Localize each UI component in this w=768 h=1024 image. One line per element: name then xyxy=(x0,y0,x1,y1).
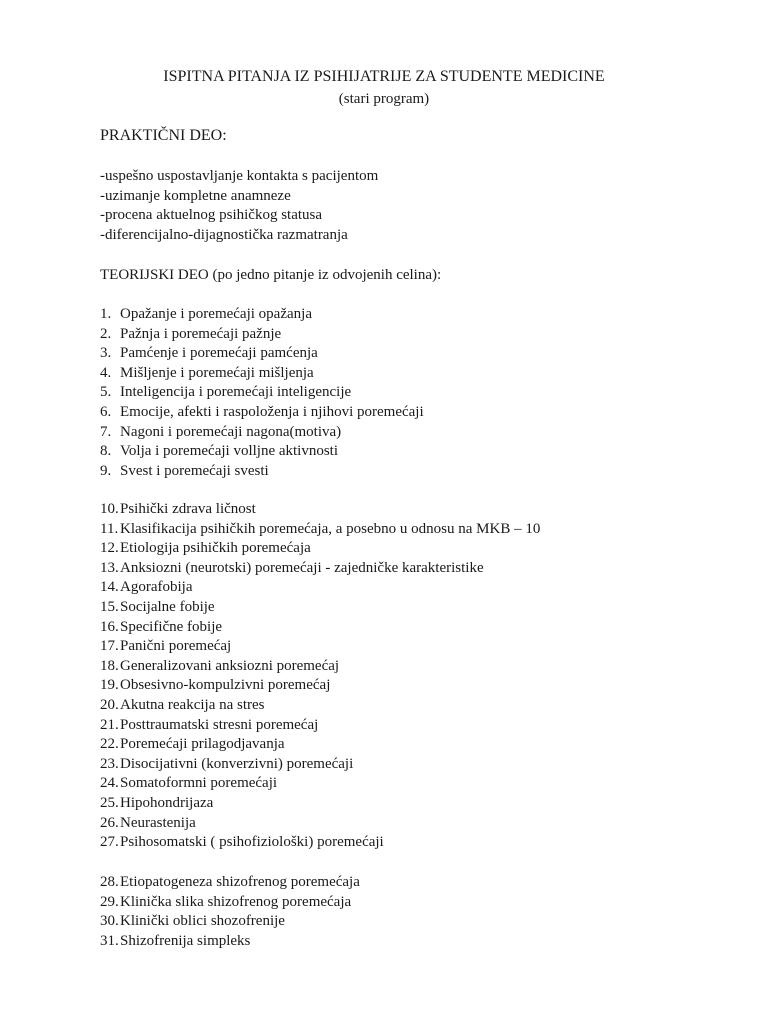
theory-heading: TEORIJSKI DEO (po jedno pitanje iz odvojenih celina): xyxy=(100,267,442,283)
item-number: 17. xyxy=(100,638,119,655)
theory-group-1 xyxy=(100,305,424,481)
item-text: Shizofrenija simpleks xyxy=(120,932,251,949)
list-item xyxy=(100,637,540,657)
item-text: Hipohondrijaza xyxy=(120,794,214,811)
list-item xyxy=(100,774,540,794)
list-item xyxy=(100,559,540,579)
list-item xyxy=(100,912,360,932)
list-item xyxy=(100,520,540,540)
item-text: Anksiozni (neurotski) poremećaji - zajedničke karakteristike xyxy=(120,559,484,576)
item-text: Klinički oblici shozofrenije xyxy=(120,913,285,930)
list-item xyxy=(100,735,540,755)
item-text: Poremećaji prilagodjavanja xyxy=(120,736,285,753)
practical-item: -procena aktuelnog psihičkog statusa xyxy=(100,207,323,224)
item-number: 11. xyxy=(100,520,119,537)
list-item xyxy=(100,833,540,853)
list-item xyxy=(100,364,424,384)
list-item xyxy=(100,716,540,736)
list-item xyxy=(100,383,424,403)
list-item xyxy=(100,462,424,482)
item-number: 6. xyxy=(100,403,112,420)
item-number: 26. xyxy=(100,814,119,831)
list-item xyxy=(100,539,540,559)
item-text: Panični poremećaj xyxy=(120,638,232,655)
practical-item: -diferencijalno-dijagnostička razmatranja xyxy=(100,226,348,243)
list-item xyxy=(100,305,424,325)
list-item xyxy=(100,676,540,696)
item-text: Neurastenija xyxy=(120,814,196,831)
list-item xyxy=(100,657,540,677)
item-number: 15. xyxy=(100,598,119,615)
item-number: 27. xyxy=(100,834,119,851)
item-number: 19. xyxy=(100,677,119,694)
list-item xyxy=(100,696,540,716)
item-text: Socijalne fobije xyxy=(120,598,215,615)
list-item xyxy=(100,578,540,598)
theory-group-2 xyxy=(100,500,540,853)
item-number: 31. xyxy=(100,932,119,949)
item-text: Inteligencija i poremećaji inteligencije xyxy=(120,384,352,401)
item-text: Pamćenje i poremećaji pamćenja xyxy=(120,345,318,362)
list-item xyxy=(100,873,360,893)
list-item xyxy=(100,932,360,952)
item-text: Mišljenje i poremećaji mišljenja xyxy=(120,364,314,381)
item-number: 12. xyxy=(100,540,119,557)
item-text: Etiopatogeneza shizofrenog poremećaja xyxy=(120,874,360,890)
item-text: Opažanje i poremećaji opažanja xyxy=(120,306,312,322)
item-text: Obsesivno-kompulzivni poremećaj xyxy=(120,677,331,694)
item-number: 9. xyxy=(100,462,112,479)
list-item xyxy=(100,423,424,443)
item-number: 5. xyxy=(100,384,112,401)
list-item xyxy=(100,814,540,834)
list-item xyxy=(100,344,424,364)
item-text: Generalizovani anksiozni poremećaj xyxy=(120,657,340,674)
item-number: 25. xyxy=(100,794,119,811)
item-number: 7. xyxy=(100,423,112,440)
item-number: 24. xyxy=(100,775,119,792)
item-text: Disocijativni (konverzivni) poremećaji xyxy=(120,755,354,772)
item-number: 23. xyxy=(100,755,119,772)
list-item xyxy=(100,618,540,638)
item-number: 30. xyxy=(100,913,119,930)
document-title: ISPITNA PITANJA IZ PSIHIJATRIJE ZA STUDENTE MEDICINE xyxy=(163,68,605,85)
list-item xyxy=(100,598,540,618)
list-item xyxy=(100,442,424,462)
item-text: Akutna reakcija na stres xyxy=(120,696,265,713)
item-text: Somatoformni poremećaji xyxy=(120,775,278,792)
item-text: Nagoni i poremećaji nagona(motiva) xyxy=(120,423,342,440)
item-text: Emocije, afekti i raspoloženja i njihovi poremećaji xyxy=(120,403,424,420)
item-text: Agorafobija xyxy=(120,579,193,596)
item-number: 28. xyxy=(100,874,119,890)
item-text: Volja i poremećaji volljne aktivnosti xyxy=(120,443,339,460)
list-item xyxy=(100,403,424,423)
practical-heading: PRAKTIČNI DEO: xyxy=(100,127,227,144)
practical-list xyxy=(100,167,378,245)
list-item xyxy=(100,500,540,520)
item-number: 18. xyxy=(100,657,119,674)
item-text: Specifične fobije xyxy=(120,618,223,635)
item-number: 8. xyxy=(100,443,112,460)
list-item xyxy=(100,325,424,345)
list-item xyxy=(100,893,360,913)
item-number: 10. xyxy=(100,501,119,517)
item-text: Etiologija psihičkih poremećaja xyxy=(120,540,311,557)
item-number: 1. xyxy=(100,306,112,322)
item-number: 21. xyxy=(100,716,119,733)
list-item xyxy=(100,794,540,814)
item-text: Klinička slika shizofrenog poremećaja xyxy=(120,893,352,910)
item-text: Psihički zdrava ličnost xyxy=(120,501,256,517)
item-number: 4. xyxy=(100,364,112,381)
item-number: 13. xyxy=(100,559,119,576)
document-subtitle: (stari program) xyxy=(338,91,430,107)
item-number: 16. xyxy=(100,618,119,635)
theory-group-3 xyxy=(100,873,360,951)
item-number: 22. xyxy=(100,736,119,753)
item-text: Klasifikacija psihičkih poremećaja, a posebno u odnosu na MKB – 10 xyxy=(120,520,541,537)
practical-item: -uzimanje kompletne anamneze xyxy=(100,187,291,204)
item-number: 2. xyxy=(100,325,112,342)
list-item xyxy=(100,755,540,775)
item-text: Posttraumatski stresni poremećaj xyxy=(120,716,319,733)
item-number: 3. xyxy=(100,345,112,362)
practical-item: -uspešno uspostavljanje kontakta s pacijentom xyxy=(100,168,379,184)
item-text: Svest i poremećaji svesti xyxy=(120,462,269,479)
item-text: Psihosomatski ( psihofiziološki) poremećaji xyxy=(120,834,384,851)
item-number: 14. xyxy=(100,579,119,596)
item-text: Pažnja i poremećaji pažnje xyxy=(120,325,282,342)
item-number: 29. xyxy=(100,893,119,910)
item-number: 20. xyxy=(100,696,119,713)
